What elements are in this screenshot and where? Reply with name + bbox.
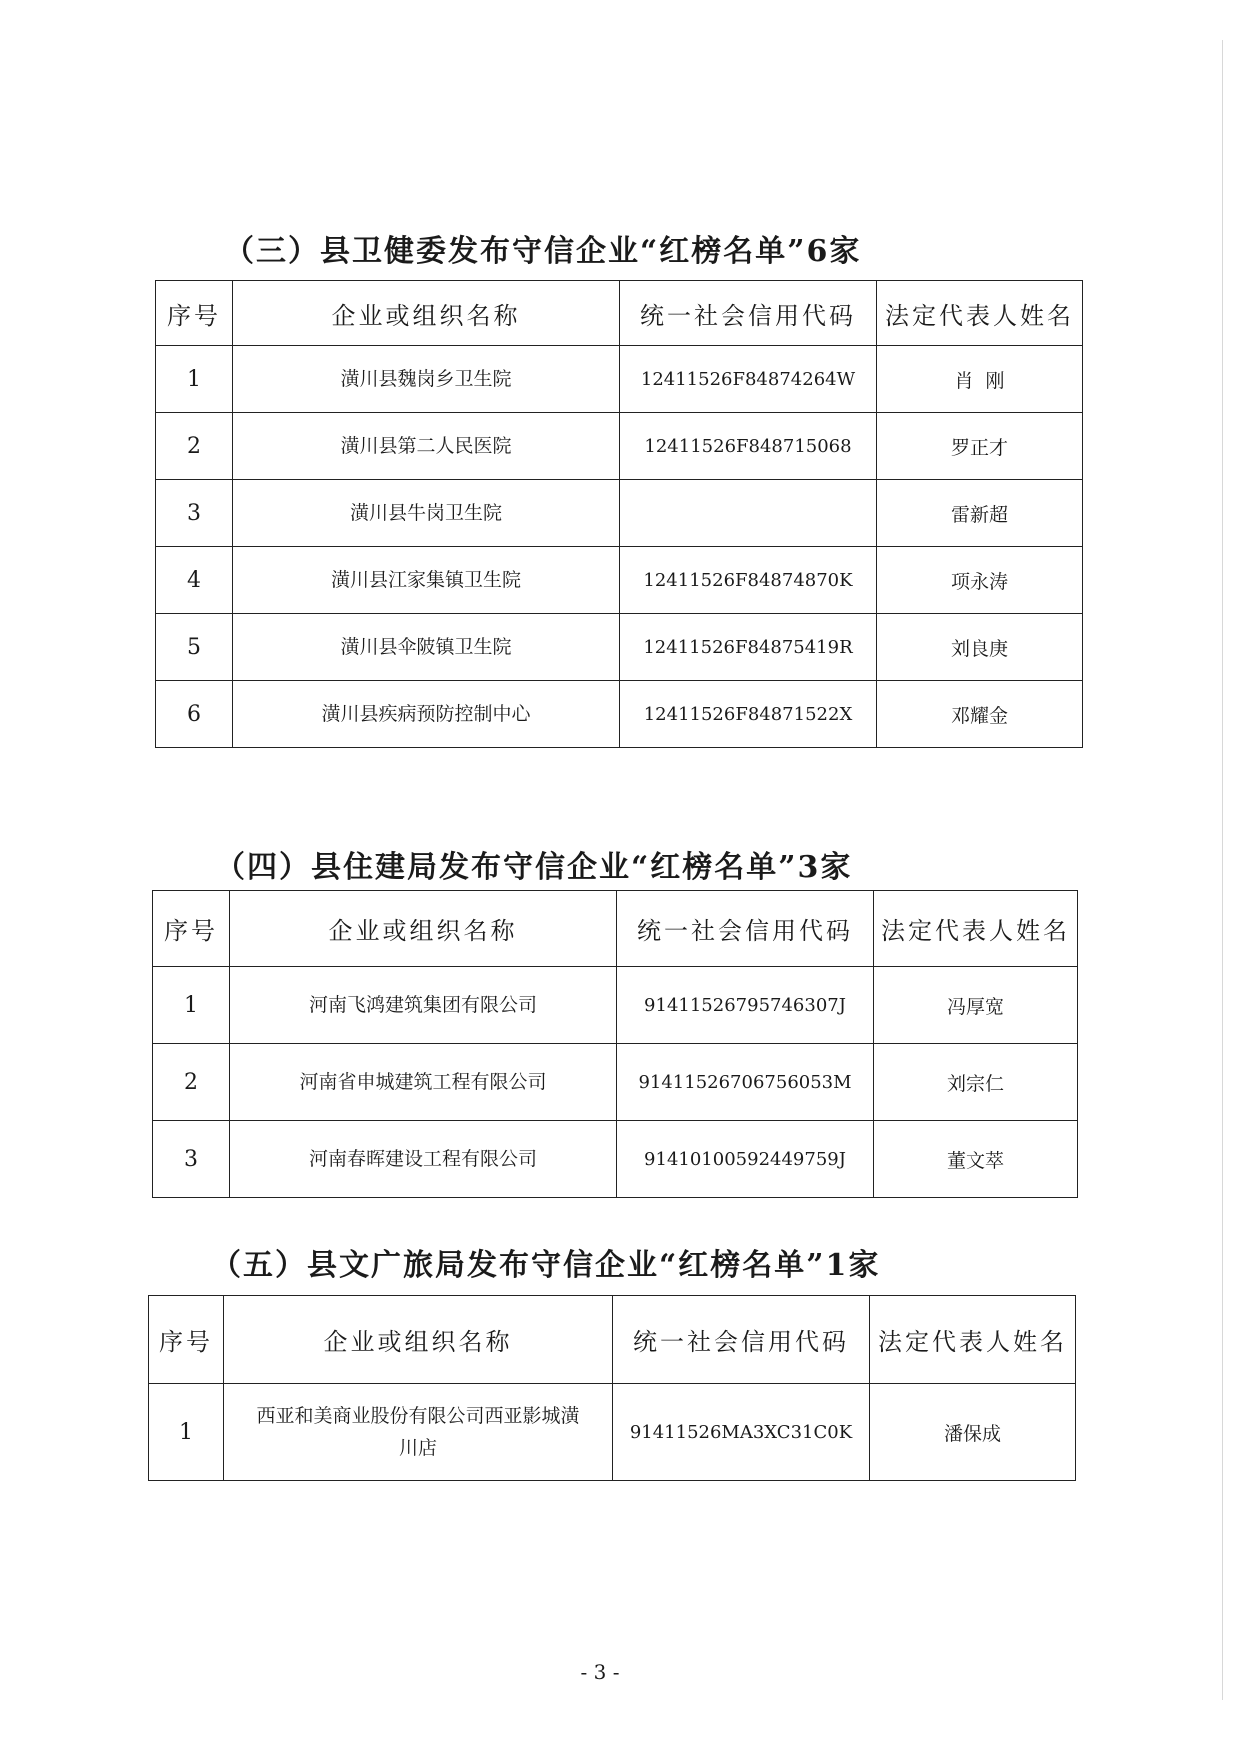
table-row bbox=[156, 480, 1083, 547]
cell-name: 河南春晖建设工程有限公司 bbox=[230, 1121, 617, 1198]
table-row bbox=[156, 614, 1083, 681]
cell-index: 2 bbox=[156, 413, 233, 480]
cell-rep: 项永涛 bbox=[877, 547, 1083, 614]
cell-name: 潢川县伞陂镇卫生院 bbox=[233, 614, 620, 681]
cell-name: 潢川县牛岗卫生院 bbox=[233, 480, 620, 547]
cell-code: 91411526795746307J bbox=[617, 967, 874, 1044]
header-index: 序号 bbox=[153, 891, 230, 967]
cell-index: 3 bbox=[153, 1121, 230, 1198]
cell-index: 3 bbox=[156, 480, 233, 547]
header-index: 序号 bbox=[149, 1296, 224, 1384]
header-index: 序号 bbox=[156, 281, 233, 346]
header-name: 企业或组织名称 bbox=[230, 891, 617, 967]
cell-index: 4 bbox=[156, 547, 233, 614]
cell-rep: 刘宗仁 bbox=[874, 1044, 1078, 1121]
section-title-4: （四）县住建局发布守信企业“红榜名单”3家 bbox=[215, 850, 853, 885]
cell-code: 12411526F84875419R bbox=[620, 614, 877, 681]
cell-code bbox=[620, 480, 877, 547]
cell-code: 12411526F84871522X bbox=[620, 681, 877, 748]
table-row bbox=[156, 547, 1083, 614]
cell-rep: 雷新超 bbox=[877, 480, 1083, 547]
table-row bbox=[153, 1121, 1078, 1198]
cell-code: 12411526F84874264W bbox=[620, 346, 877, 413]
culture-tourism-table bbox=[148, 1295, 1076, 1481]
cell-index: 6 bbox=[156, 681, 233, 748]
cell-index: 5 bbox=[156, 614, 233, 681]
cell-code: 12411526F84874870K bbox=[620, 547, 877, 614]
cell-rep: 刘良庚 bbox=[877, 614, 1083, 681]
header-code: 统一社会信用代码 bbox=[620, 281, 877, 346]
header-rep: 法定代表人姓名 bbox=[870, 1296, 1076, 1384]
header-code: 统一社会信用代码 bbox=[613, 1296, 870, 1384]
cell-rep: 董文萃 bbox=[874, 1121, 1078, 1198]
table-row bbox=[153, 1044, 1078, 1121]
cell-index: 2 bbox=[153, 1044, 230, 1121]
table-header-row bbox=[156, 281, 1083, 346]
cell-name: 河南飞鸿建筑集团有限公司 bbox=[230, 967, 617, 1044]
cell-name: 潢川县疾病预防控制中心 bbox=[233, 681, 620, 748]
housing-bureau-table bbox=[152, 890, 1078, 1198]
table-row bbox=[156, 681, 1083, 748]
cell-rep: 潘保成 bbox=[870, 1384, 1076, 1481]
cell-index: 1 bbox=[156, 346, 233, 413]
cell-name: 潢川县魏岗乡卫生院 bbox=[233, 346, 620, 413]
health-commission-table bbox=[155, 280, 1083, 748]
cell-code: 91411526706756053M bbox=[617, 1044, 874, 1121]
header-rep: 法定代表人姓名 bbox=[877, 281, 1083, 346]
header-rep: 法定代表人姓名 bbox=[874, 891, 1078, 967]
scan-edge-line bbox=[1222, 40, 1223, 1700]
cell-name: 潢川县第二人民医院 bbox=[233, 413, 620, 480]
header-code: 统一社会信用代码 bbox=[617, 891, 874, 967]
cell-code: 91410100592449759J bbox=[617, 1121, 874, 1198]
cell-rep: 邓耀金 bbox=[877, 681, 1083, 748]
cell-code: 91411526MA3XC31C0K bbox=[613, 1384, 870, 1481]
table-row bbox=[153, 967, 1078, 1044]
header-name: 企业或组织名称 bbox=[224, 1296, 613, 1384]
cell-index: 1 bbox=[149, 1384, 224, 1481]
section-title-3: （三）县卫健委发布守信企业“红榜名单”6家 bbox=[224, 234, 862, 269]
table-row bbox=[156, 413, 1083, 480]
cell-name: 西亚和美商业股份有限公司西亚影城潢川店 bbox=[224, 1384, 613, 1481]
cell-rep: 肖 刚 bbox=[877, 346, 1083, 413]
cell-name: 河南省申城建筑工程有限公司 bbox=[230, 1044, 617, 1121]
header-name: 企业或组织名称 bbox=[233, 281, 620, 346]
cell-code: 12411526F848715068 bbox=[620, 413, 877, 480]
table-row bbox=[156, 346, 1083, 413]
section-title-5: （五）县文广旅局发布守信企业“红榜名单”1家 bbox=[211, 1248, 881, 1283]
cell-rep: 罗正才 bbox=[877, 413, 1083, 480]
table-row bbox=[149, 1384, 1076, 1481]
cell-name: 潢川县江家集镇卫生院 bbox=[233, 547, 620, 614]
table-header-row bbox=[153, 891, 1078, 967]
table-header-row bbox=[149, 1296, 1076, 1384]
cell-rep: 冯厚宽 bbox=[874, 967, 1078, 1044]
cell-index: 1 bbox=[153, 967, 230, 1044]
page-number: - 3 - bbox=[580, 1660, 620, 1684]
